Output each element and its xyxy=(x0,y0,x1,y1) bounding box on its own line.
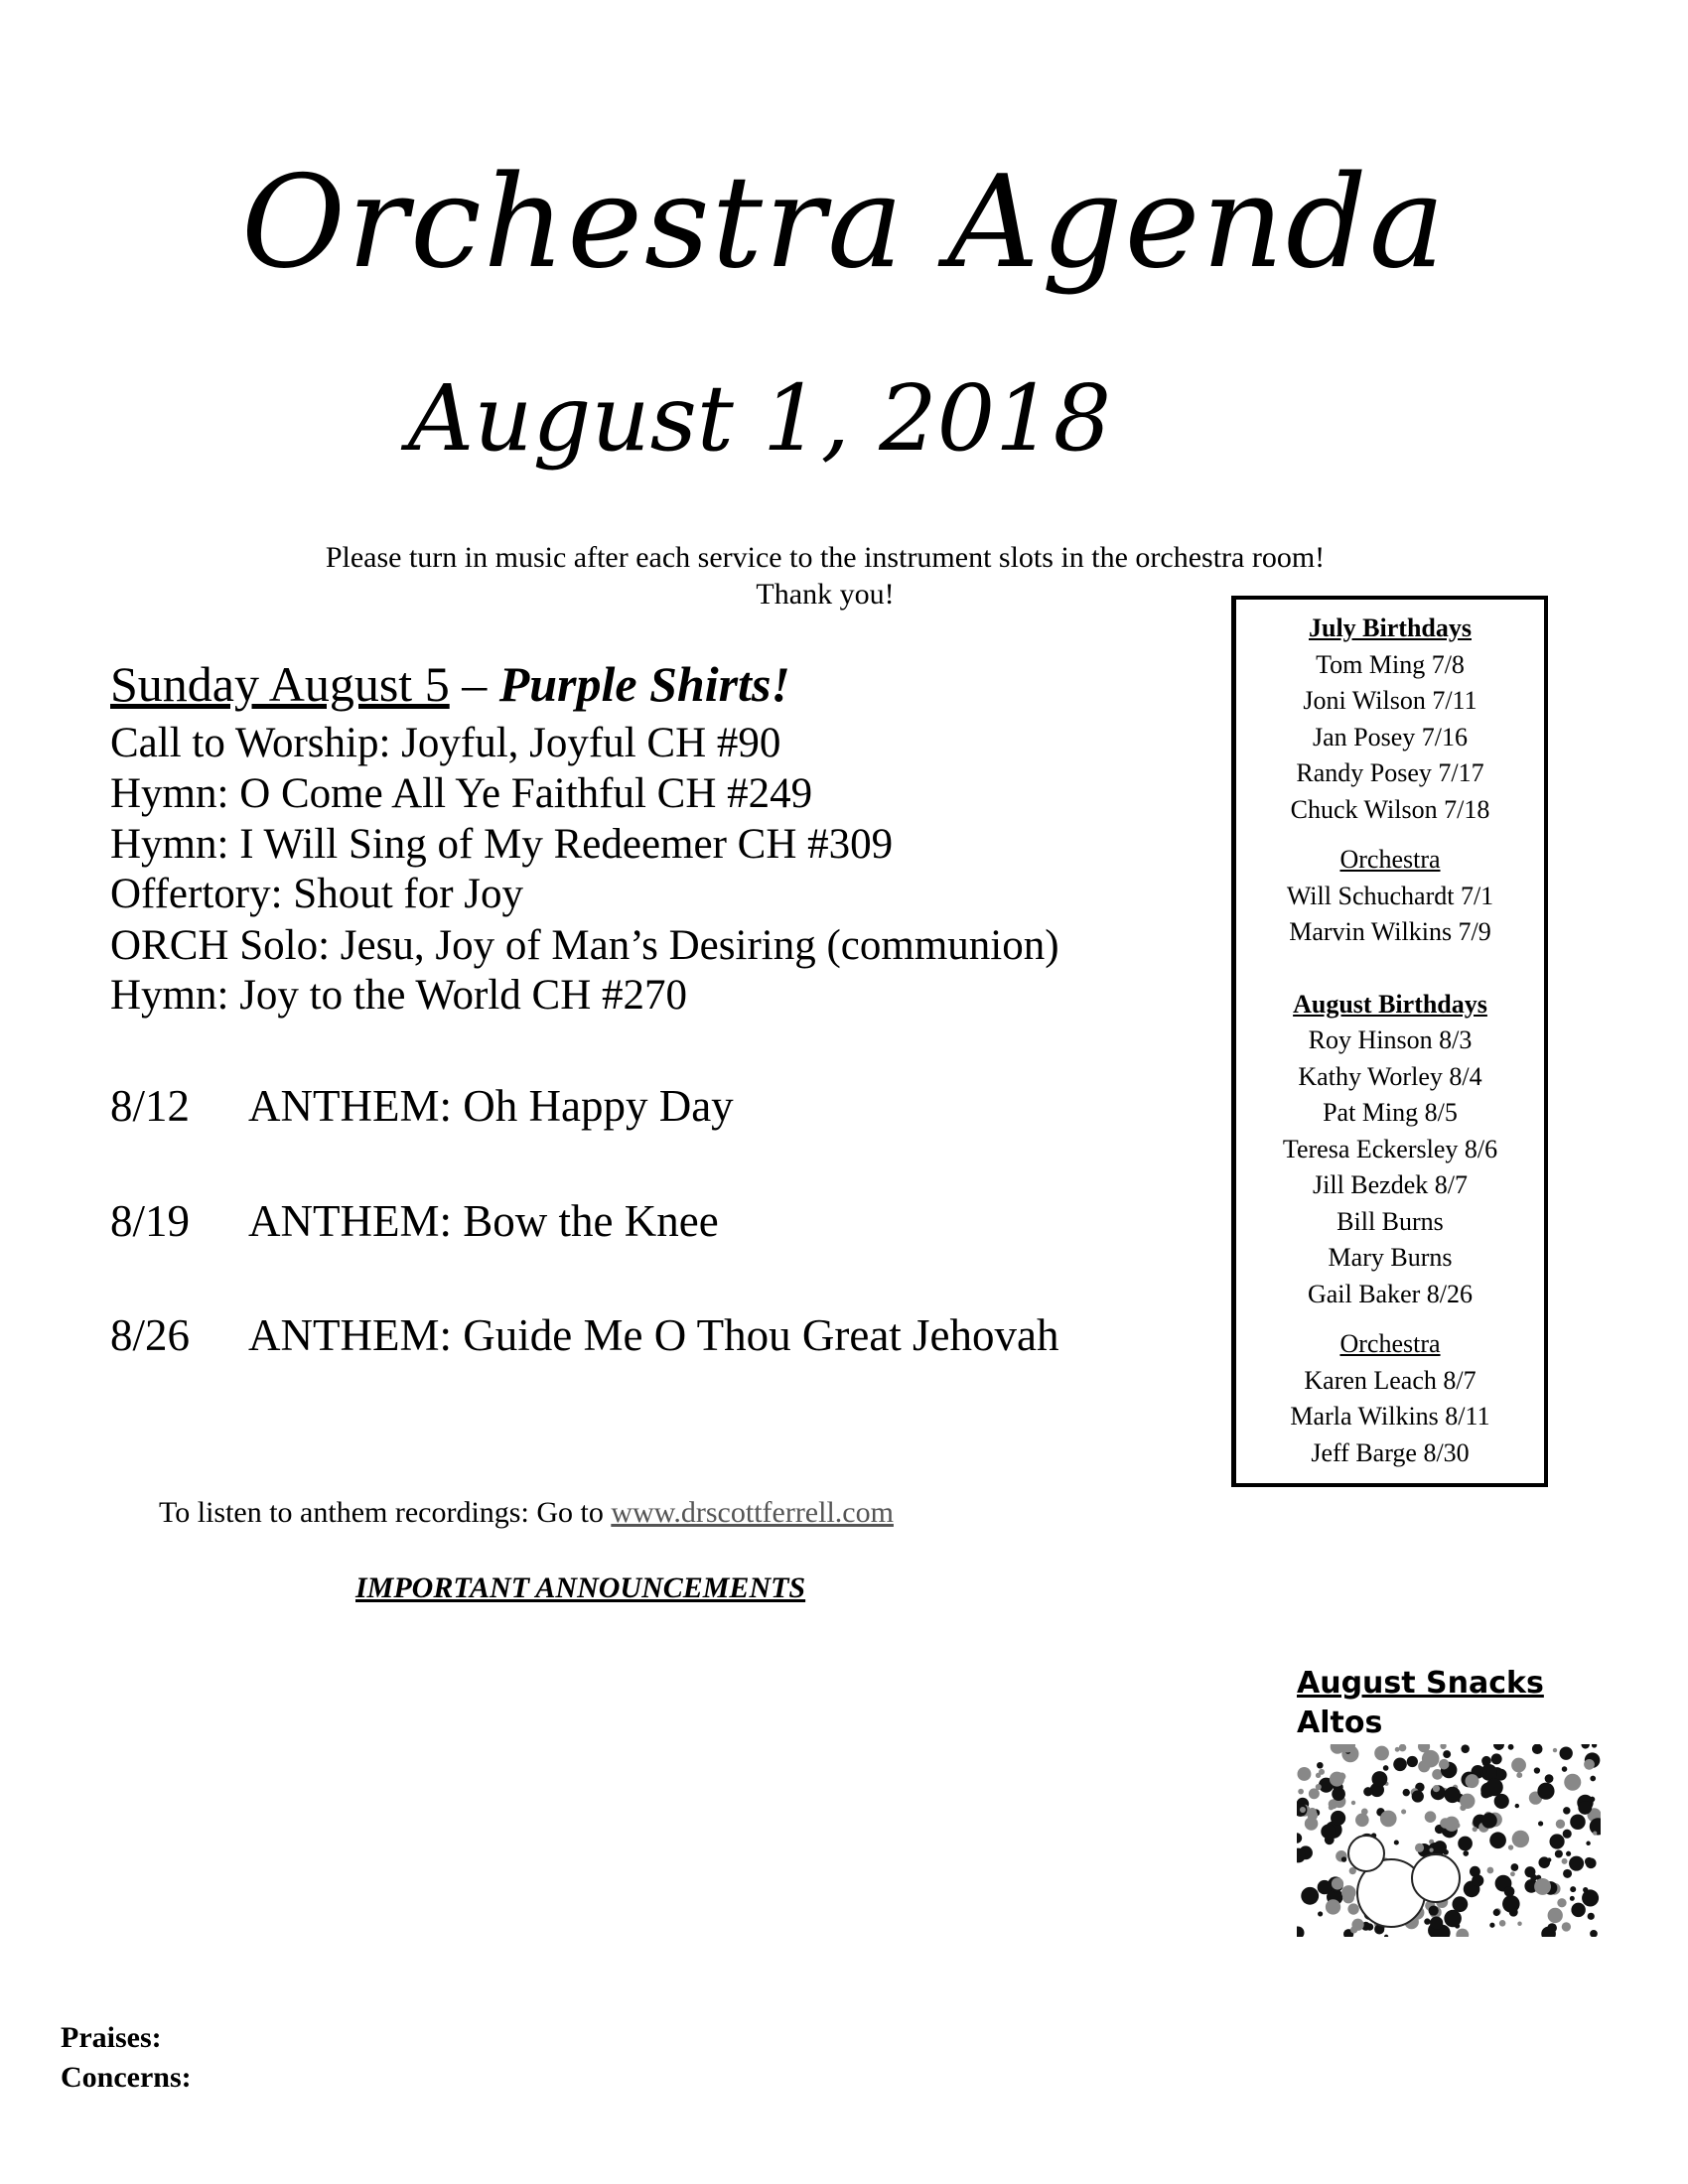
sunday-heading xyxy=(110,655,790,713)
birthday-entry: Bill Burns xyxy=(1336,1206,1444,1236)
birthday-entry: Kathy Worley 8/4 xyxy=(1298,1061,1482,1091)
birthday-entry: Pat Ming 8/5 xyxy=(1323,1098,1458,1127)
birthday-entry: Chuck Wilson 7/18 xyxy=(1290,794,1490,824)
service-item: Hymn: O Come All Ye Faithful CH #249 xyxy=(110,770,813,817)
agenda-date: August 1, 2018 xyxy=(407,365,1112,472)
dash: – xyxy=(449,656,499,712)
concerns-label: Concerns: xyxy=(61,2061,192,2094)
service-item: Hymn: Joy to the World CH #270 xyxy=(110,972,688,1019)
listen-line xyxy=(159,1496,894,1530)
august-birthdays-heading: August Birthdays xyxy=(1293,989,1487,1019)
anthem-date: 8/12 xyxy=(110,1081,191,1131)
july-orchestra-heading: Orchestra xyxy=(1339,845,1441,874)
snacks-section: Altos xyxy=(1297,1706,1383,1740)
thank-you-text: Thank you! xyxy=(756,578,895,611)
anthem-row xyxy=(110,1195,719,1247)
birthday-entry: Jeff Barge 8/30 xyxy=(1311,1437,1470,1467)
recordings-link[interactable]: www.drscottferrell.com xyxy=(611,1496,894,1529)
birthday-entry: Will Schuchardt 7/1 xyxy=(1286,881,1494,910)
anthem-date: 8/26 xyxy=(110,1310,191,1360)
service-item: Hymn: I Will Sing of My Redeemer CH #309 xyxy=(110,821,894,868)
anthem-row xyxy=(110,1080,734,1132)
snack-food-photo xyxy=(1297,1744,1601,1937)
sunday-date: Sunday August 5 xyxy=(110,656,450,712)
birthday-entry: Randy Posey 7/17 xyxy=(1296,758,1484,787)
birthday-entry: Marla Wilkins 8/11 xyxy=(1290,1402,1490,1431)
anthem-date: 8/19 xyxy=(110,1196,191,1246)
praises-label: Praises: xyxy=(61,2021,162,2054)
birthday-entry: Tom Ming 7/8 xyxy=(1316,649,1465,679)
anthem-title: ANTHEM: Bow the Knee xyxy=(248,1196,719,1246)
shirt-theme: Purple Shirts! xyxy=(498,656,790,712)
birthday-entry: Marvin Wilkins 7/9 xyxy=(1289,917,1491,946)
anthem-row xyxy=(110,1309,1059,1361)
birthday-entry: Karen Leach 8/7 xyxy=(1304,1365,1477,1395)
birthday-entry: Jan Posey 7/16 xyxy=(1313,722,1468,751)
important-announcements-heading: IMPORTANT ANNOUNCEMENTS xyxy=(355,1571,806,1604)
birthday-entry: Joni Wilson 7/11 xyxy=(1303,686,1477,715)
anthem-title: ANTHEM: Guide Me O Thou Great Jehovah xyxy=(248,1310,1059,1360)
listen-text: To listen to anthem recordings: Go to xyxy=(159,1496,612,1529)
service-item: ORCH Solo: Jesu, Joy of Man’s Desiring (communion) xyxy=(110,922,1059,969)
birthday-entry: Jill Bezdek 8/7 xyxy=(1313,1170,1468,1199)
anthem-title: ANTHEM: Oh Happy Day xyxy=(248,1081,734,1131)
page-title: Orchestra Agenda xyxy=(240,149,1448,297)
birthday-entry: Gail Baker 8/26 xyxy=(1307,1279,1474,1308)
birthdays-box xyxy=(1231,596,1548,1487)
service-item: Offertory: Shout for Joy xyxy=(110,871,524,917)
birthday-entry: Mary Burns xyxy=(1328,1243,1453,1272)
august-orchestra-heading: Orchestra xyxy=(1339,1329,1441,1358)
snacks-heading: August Snacks xyxy=(1297,1666,1544,1701)
birthday-entry: Teresa Eckersley 8/6 xyxy=(1282,1134,1498,1163)
july-birthdays-heading: July Birthdays xyxy=(1309,614,1472,642)
service-item: Call to Worship: Joyful, Joyful CH #90 xyxy=(110,720,781,766)
notice-text: Please turn in music after each service to the instrument slots in the orchestra room! xyxy=(325,541,1326,574)
birthday-entry: Roy Hinson 8/3 xyxy=(1308,1025,1473,1054)
